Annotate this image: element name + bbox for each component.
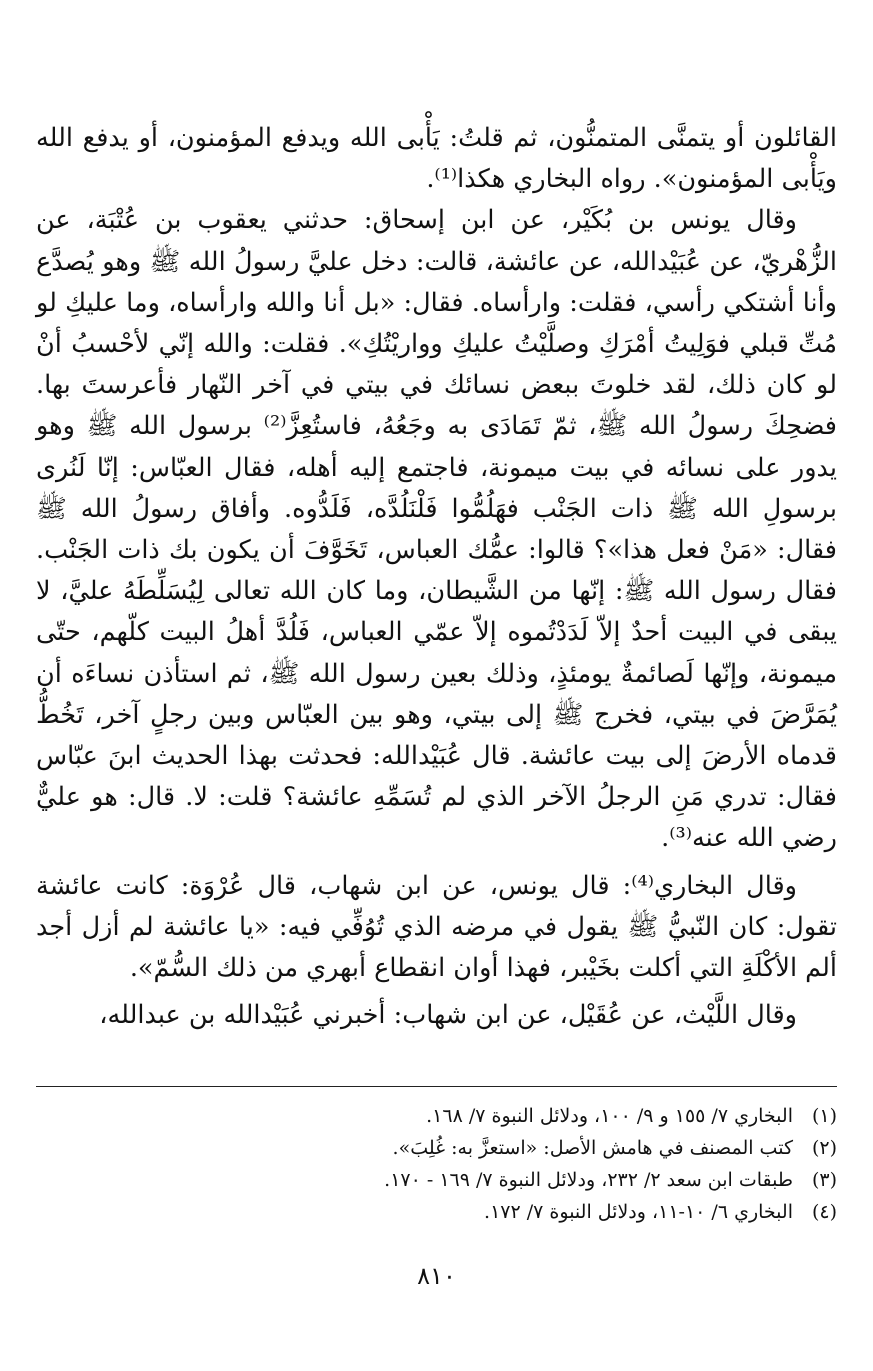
footnote-1	[137, 1100, 837, 1132]
footnote-3	[137, 1164, 837, 1196]
footnote-separator	[36, 1086, 837, 1088]
footnote-text: البخاري ٧/ ١٥٥ و ٩/ ١٠٠، ودلائل النبوة ٧/ ١٦٨.	[426, 1105, 793, 1127]
paragraph-4: وقال اللَّيْث، عن عُقَيْل، عن ابن شهاب: أخبرني عُبَيْدالله بن عبدالله،	[99, 1000, 797, 1031]
main-text	[36, 118, 837, 1036]
paragraph-2: وقال يونس بن بُكَيْر، عن ابن إسحاق: حدثني يعقوب بن عُتْبَة، عن الزُّهْريّ، عن عُبَيْدالله، عن عائشة، قالت: دخل عليَّ رسولُ الله ﷺ وهو يُصدَّع وأنا أشتكي رأسي، فقلت: وارأساه. فقال: «بل أنا والله وارأساه، وما عليكِ لو مُتِّ قبلي فوَلِيتُ أمْرَكِ وصلَّيْتُ عليكِ وواريْتُكِ». فقلت: والله إنّي لأحْسبُ أنْ لو كان ذلك، لقد خلوتَ ببعض نسائك في بيتي في آخر النّهار فأعرستَ بها. فضحِكَ رسولُ الله ﷺ، ثمّ تَمَادَى به وجَعُهُ، فاستُعِزَّ⁽²⁾ برسول الله ﷺ وهو يدور على نسائه في بيت ميمونة، فاجتمع إليه أهله، فقال العبّاس: إنّا لَنُرى برسولِ الله ﷺ ذات الجَنْب فهَلُمُّوا فَلْنَلُدَّه، فَلَدُّوه. وأفاق رسولُ الله ﷺ فقال: «مَنْ فعل هذا»؟ قالوا: عمُّك العباس، تَخَوَّفَ أن يكون بك ذات الجَنْب. فقال رسول الله ﷺ: إنّها من الشَّيطان، وما كان الله تعالى لِيُسَلِّطَهُ عليَّ، لا يبقى في البيت أحدٌ إلاّ لَدَدْتُموه إلاّ عمّي العباس، فَلُدَّ أهلُ البيت كلّهم، حتّى ميمونة، وإنّها لَصائمةٌ يومئذٍ، وذلك بعين رسول الله ﷺ، ثم استأذن نساءَه أن يُمَرَّضَ في بيتي، فخرج ﷺ إلى بيتي، وهو بين العبّاس وبين رجلٍ آخر، تَخُطُّ قدماه الأرضَ إلى بيت عائشة. قال عُبَيْدالله: فحدثت بهذا الحديث ابنَ عبّاس فقال: تدري مَنِ الرجلُ الآخر الذي لم تُسَمِّهِ عائشة؟ قلت: لا. قال: هو عليٌّ رضي الله عنه⁽³⁾.	[36, 205, 837, 854]
paragraph-3: وقال البخاري⁽⁴⁾: قال يونس، عن ابن شهاب، قال عُرْوَة: كانت عائشة تقول: كان النّبيُّ ﷺ يقول في مرضه الذي تُوُفِّي فيه: «يا عائشة لم أزل أجد ألم الأكْلَةِ التي أكلت بخَيْبر، فهذا أوان انقطاع أبهري من ذلك السُّمّ».	[36, 870, 837, 984]
footnote-number: (٢)	[811, 1137, 837, 1159]
page-number: ٨١٠	[417, 1262, 456, 1290]
page-body	[36, 118, 837, 1036]
footnote-number: (٣)	[811, 1169, 837, 1191]
footnote-number: (١)	[811, 1105, 837, 1127]
footnote-text: البخاري ٦/ ١٠-١١، ودلائل النبوة ٧/ ١٧٢.	[484, 1201, 793, 1223]
footnote-text: طبقات ابن سعد ٢/ ٢٣٢، ودلائل النبوة ٧/ ١٦٩ - ١٧٠.	[384, 1169, 793, 1191]
footnote-text: كتب المصنف في هامش الأصل: «استعزَّ به: غُلِبَ».	[392, 1137, 793, 1159]
paragraph-1: القائلون أو يتمنَّى المتمنُّون، ثم قلتُ: يَأْبى الله ويدفع المؤمنون، أو يدفع الله ويَأْبى المؤمنون». رواه البخاري هكذا⁽¹⁾.	[36, 123, 837, 195]
footnote-number: (٤)	[811, 1201, 837, 1223]
footnotes	[137, 1100, 837, 1228]
footnote-4	[137, 1196, 837, 1228]
footnote-2	[137, 1132, 837, 1164]
